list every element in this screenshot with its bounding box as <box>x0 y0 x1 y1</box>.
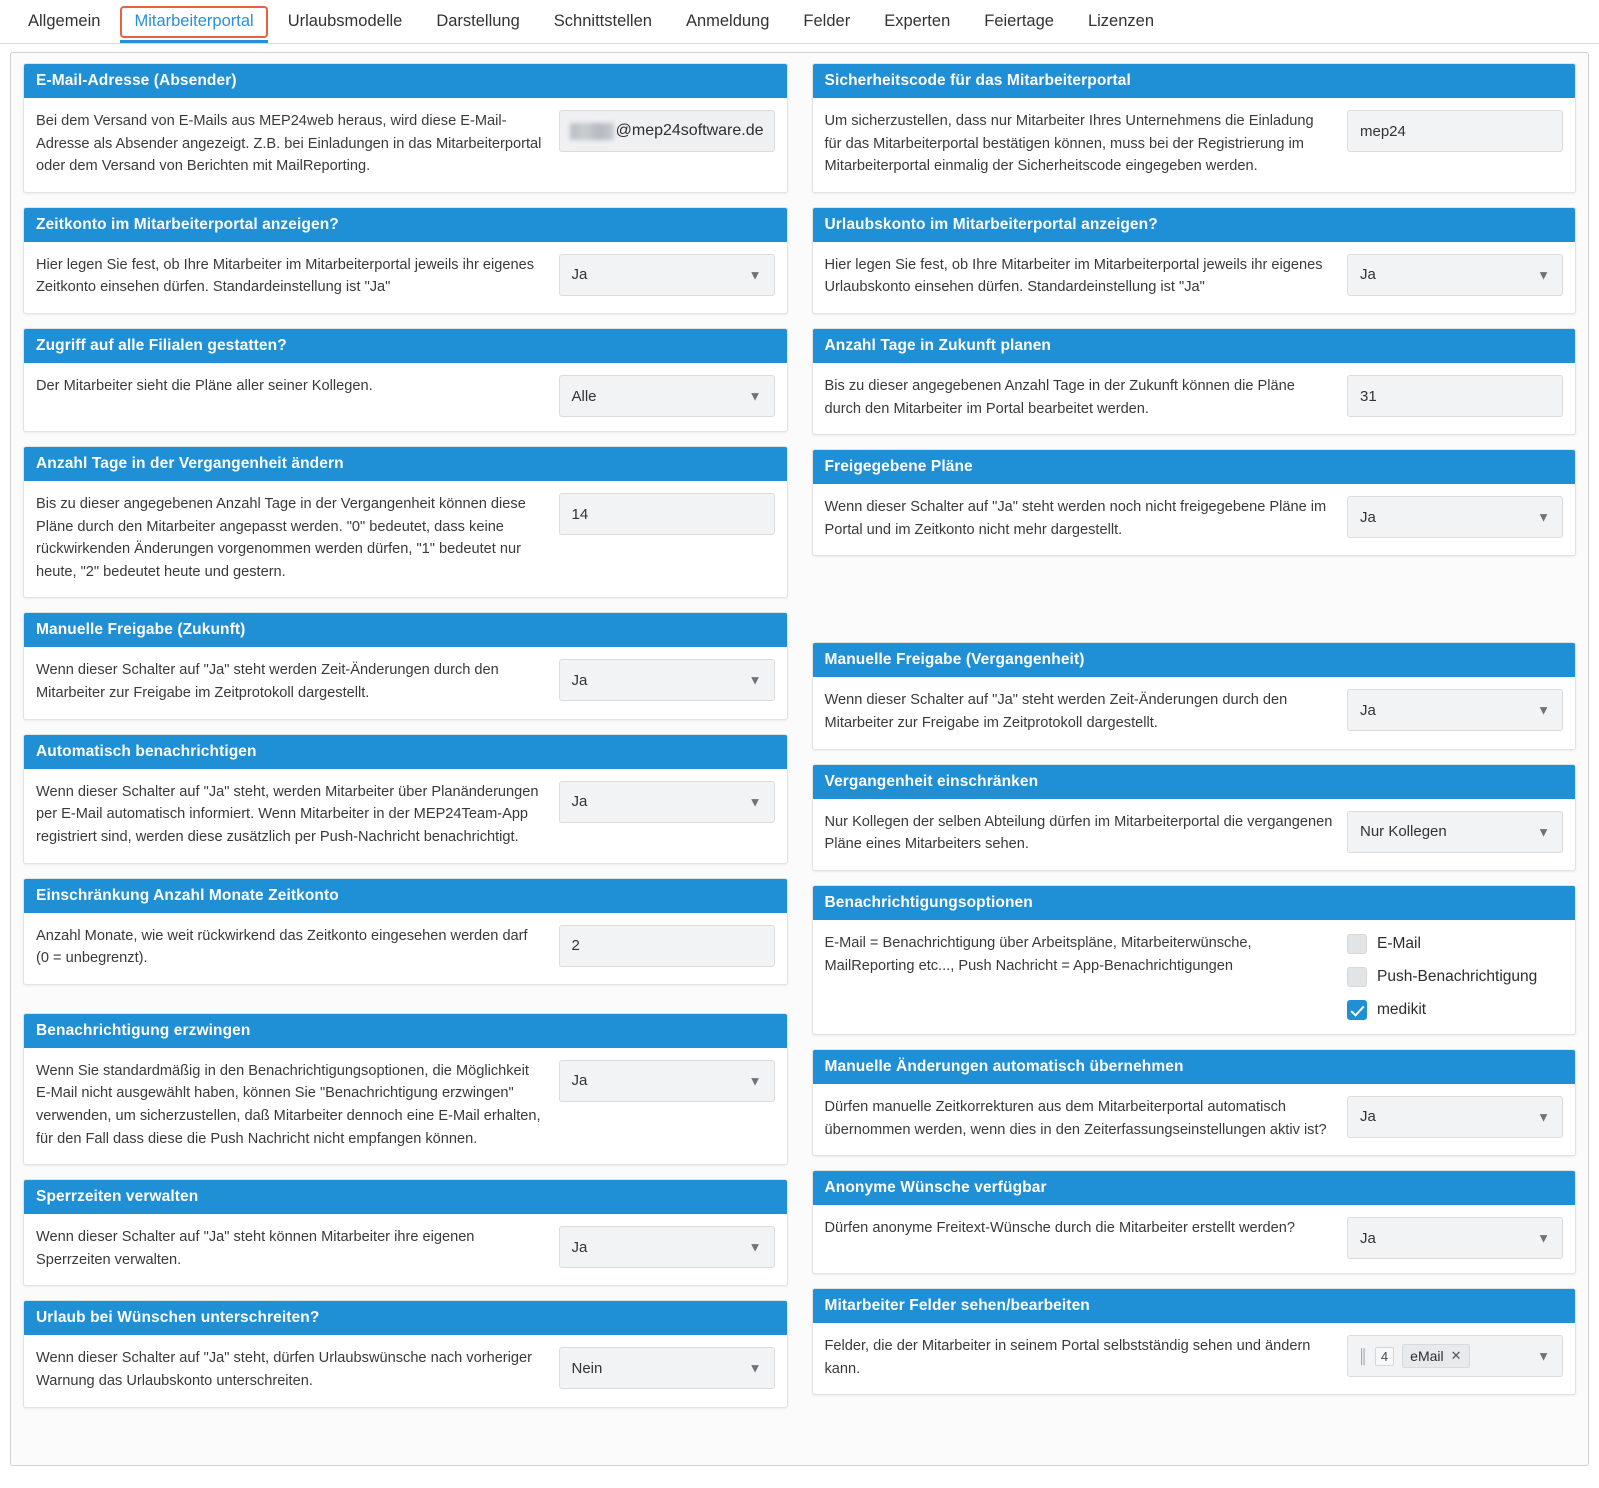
settings-tabbar <box>0 0 1599 44</box>
tab-urlaubsmodelle[interactable]: Urlaubsmodelle <box>287 12 403 30</box>
checkbox-option-medikit[interactable] <box>1347 1000 1563 1020</box>
card-description: Wenn dieser Schalter auf "Ja" steht können Mitarbeiter ihre eigenen Sperrzeiten verwalten. <box>36 1229 475 1268</box>
card-vergangenheit-einschraenken <box>812 764 1577 871</box>
select-value: Nein <box>571 1359 603 1377</box>
tab-darstellung[interactable]: Darstellung <box>436 12 520 30</box>
card-title: Sperrzeiten verwalten <box>24 1180 787 1214</box>
card-title: Freigegebene Pläne <box>813 450 1576 484</box>
tab-lizenzen[interactable]: Lizenzen <box>1087 12 1155 30</box>
card-description: Der Mitarbeiter sieht die Pläne aller seiner Kollegen. <box>36 378 373 395</box>
card-description: Anzahl Monate, wie weit rückwirkend das Zeitkonto eingesehen werden darf (0 = unbegrenzt). <box>36 927 528 967</box>
card-description: Bis zu dieser angegebenen Anzahl Tage in der Vergangenheit können diese Pläne durch den Mitarbeiter angepasst werden. "0" bedeutet, dass keine rückwirkenden Änderungen vorgenommen werden dürfen, "1" bedeutet nur heute, "2" bedeutet heute und gestern. <box>36 496 526 580</box>
card-title: Benachrichtigungsoptionen <box>813 886 1576 920</box>
chevron-down-icon: ▼ <box>748 267 762 283</box>
card-title: Manuelle Freigabe (Vergangenheit) <box>813 643 1576 677</box>
card-title: Manuelle Freigabe (Zukunft) <box>24 613 787 647</box>
card-title: E-Mail-Adresse (Absender) <box>24 64 787 98</box>
card-title: Automatisch benachrichtigen <box>24 735 787 769</box>
checkbox-icon[interactable] <box>1347 967 1367 987</box>
drag-handle-icon[interactable]: ║ <box>1358 1348 1367 1365</box>
freigegebene-plaene-select[interactable] <box>1347 496 1563 538</box>
card-mitarbeiter-felder <box>812 1288 1577 1395</box>
sicherheitscode-input[interactable] <box>1347 110 1563 152</box>
card-description: Wenn Sie standardmäßig in den Benachrichtigungsoptionen, die Möglichkeit E-Mail nicht ausgewählt haben, können Sie "Benachrichtigung erzwingen" verwenden, um sicherzustellen, daß Mitarbeiter dennoch eine E-Mail erhalten, für den Fall dass diese die Push Nachricht nicht empfangen können. <box>36 1062 541 1147</box>
card-description: Wenn dieser Schalter auf "Ja" steht, werden Mitarbeiter über Planänderungen per E-Mail automatisch informiert. Wenn Mitarbeiter in der MEP24Team-App registriert sind, werden diese zusätzlich per Push-Nachricht benachrichtigt. <box>36 783 539 845</box>
card-anonyme-wuensche <box>812 1170 1577 1274</box>
field-index-badge: 4 <box>1375 1347 1394 1366</box>
chevron-down-icon: ▼ <box>1537 267 1550 283</box>
card-manuelle-freigabe-vergangenheit <box>812 642 1577 749</box>
card-title: Anzahl Tage in Zukunft planen <box>813 329 1576 363</box>
card-urlaubskonto-anzeigen <box>812 207 1577 314</box>
chevron-down-icon: ▼ <box>1537 824 1550 840</box>
urlaub-unterschreiten-select[interactable] <box>559 1347 775 1389</box>
card-benachrichtigungsoptionen <box>812 885 1577 1035</box>
card-title: Zeitkonto im Mitarbeiterportal anzeigen? <box>24 208 787 242</box>
tab-feiertage[interactable]: Feiertage <box>984 12 1054 30</box>
settings-column-right <box>812 63 1577 1409</box>
automatisch-benachrichtigen-select[interactable] <box>559 781 775 823</box>
input-value: mep24 <box>1360 122 1406 140</box>
email-domain: @mep24software.de <box>615 122 764 139</box>
select-value: Ja <box>1360 508 1376 526</box>
vergangenheit-einschraenken-select[interactable] <box>1347 811 1563 853</box>
card-title: Mitarbeiter Felder sehen/bearbeiten <box>813 1289 1576 1323</box>
card-sicherheitscode <box>812 63 1577 193</box>
zeitkonto-select[interactable] <box>559 254 775 296</box>
tag-label: eMail <box>1410 1348 1444 1365</box>
freigabe-vergangenheit-select[interactable] <box>1347 689 1563 731</box>
card-automatisch-benachrichtigen <box>23 734 788 864</box>
chevron-down-icon: ▼ <box>1537 1109 1550 1125</box>
checkbox-option-push[interactable] <box>1347 967 1563 987</box>
input-value: 14 <box>571 505 589 523</box>
select-value: Ja <box>1360 1108 1376 1126</box>
select-value: Ja <box>571 671 588 689</box>
tab-mitarbeiterportal[interactable]: Mitarbeiterportal <box>120 6 267 38</box>
card-title: Anzahl Tage in der Vergangenheit ändern <box>24 447 787 481</box>
chevron-down-icon: ▼ <box>748 1239 762 1255</box>
checkbox-label: Push-Benachrichtigung <box>1377 967 1538 985</box>
checkbox-checked-icon[interactable] <box>1347 1000 1367 1020</box>
input-value: 2 <box>571 937 580 955</box>
tab-allgemein[interactable]: Allgemein <box>28 12 101 30</box>
tab-felder[interactable]: Felder <box>803 12 851 30</box>
card-tage-vergangenheit-aendern <box>23 446 788 598</box>
card-manuelle-aenderungen-uebernehmen <box>812 1049 1577 1156</box>
chevron-down-icon: ▼ <box>748 388 762 404</box>
card-title: Einschränkung Anzahl Monate Zeitkonto <box>24 879 787 913</box>
chevron-down-icon: ▼ <box>748 1360 762 1376</box>
card-description: Um sicherzustellen, dass nur Mitarbeiter Ihres Unternehmens die Einladung für das Mitarbeiterportal bestätigen können, muss bei der Registrierung im Mitarbeiterportal einmalig der Sicherheitscode eingegeben werden. <box>824 113 1314 175</box>
card-description: Dürfen manuelle Zeitkorrekturen aus dem Mitarbeiterportal automatisch übernommen werden, wenn dies in den Zeiterfassungseinstellungen aktiv ist? <box>824 1098 1327 1138</box>
sperrzeiten-select[interactable] <box>559 1226 775 1268</box>
monate-zeitkonto-input[interactable] <box>559 925 775 967</box>
card-description: Dürfen anonyme Freitext-Wünsche durch die Mitarbeiter erstellt werden? <box>824 1220 1295 1237</box>
select-value: Alle <box>571 387 597 405</box>
redacted-text <box>570 123 614 140</box>
card-title: Vergangenheit einschränken <box>813 765 1576 799</box>
card-title: Anonyme Wünsche verfügbar <box>813 1171 1576 1205</box>
select-value: Ja <box>571 1072 588 1090</box>
tab-schnittstellen[interactable]: Schnittstellen <box>553 12 652 30</box>
filialen-select[interactable] <box>559 375 775 417</box>
anonyme-wuensche-select[interactable] <box>1347 1217 1563 1259</box>
card-zeitkonto-anzeigen <box>23 207 788 314</box>
select-value: Ja <box>1360 266 1376 284</box>
card-title: Urlaub bei Wünschen unterschreiten? <box>24 1301 787 1335</box>
card-urlaub-unterschreiten <box>23 1300 788 1407</box>
manuelle-aenderungen-select[interactable] <box>1347 1096 1563 1138</box>
freigabe-zukunft-select[interactable] <box>559 659 775 701</box>
layout-spacer <box>23 999 788 1013</box>
card-title: Sicherheitscode für das Mitarbeiterportal <box>813 64 1576 98</box>
select-value: Nur Kollegen <box>1360 823 1447 841</box>
checkbox-label: medikit <box>1377 1000 1427 1018</box>
card-email-sender <box>23 63 788 193</box>
card-description: Bei dem Versand von E-Mails aus MEP24web heraus, wird diese E-Mail-Adresse als Absender angezeigt. Z.B. bei Einladungen in das Mitarbeiterportal oder dem Versand von Berichten mit MailReporting. <box>36 113 542 175</box>
card-title: Zugriff auf alle Filialen gestatten? <box>24 329 787 363</box>
card-description: Bis zu dieser angegebenen Anzahl Tage in der Zukunft können die Pläne durch den Mitarbeiter im Portal bearbeitet werden. <box>824 378 1295 417</box>
input-value: 31 <box>1360 387 1377 405</box>
tag-item[interactable] <box>1402 1344 1469 1368</box>
select-value: Ja <box>1360 701 1376 719</box>
select-value: Ja <box>571 793 588 811</box>
select-value: Ja <box>571 1238 588 1256</box>
benachrichtigung-checkbox-group <box>1347 932 1563 1020</box>
card-description: Hier legen Sie fest, ob Ihre Mitarbeiter im Mitarbeiterportal jeweils ihr eigenes Urlaubskonto einsehen dürfen. Standardeinstellung ist "Ja" <box>824 256 1323 296</box>
select-value: Ja <box>571 266 588 284</box>
card-freigegebene-plaene <box>812 449 1577 556</box>
card-manuelle-freigabe-zukunft <box>23 612 788 719</box>
urlaubskonto-select[interactable] <box>1347 254 1563 296</box>
chevron-down-icon: ▼ <box>1537 509 1550 525</box>
card-benachrichtigung-erzwingen <box>23 1013 788 1165</box>
tab-anmeldung[interactable]: Anmeldung <box>685 12 770 30</box>
layout-spacer <box>812 570 1577 642</box>
card-description: Wenn dieser Schalter auf "Ja" steht werden noch nicht freigegebene Pläne im Portal und im Zeitkonto nicht mehr dargestellt. <box>824 499 1327 538</box>
chevron-down-icon[interactable]: ▼ <box>1537 1348 1550 1364</box>
checkbox-option-email[interactable] <box>1347 934 1563 954</box>
chevron-down-icon: ▼ <box>748 672 762 688</box>
settings-panel <box>10 52 1589 1466</box>
chevron-down-icon: ▼ <box>1537 1230 1550 1246</box>
card-description: Felder, die der Mitarbeiter in seinem Portal selbstständig sehen und ändern kann. <box>824 1338 1311 1377</box>
checkbox-icon[interactable] <box>1347 934 1367 954</box>
close-icon[interactable]: ✕ <box>1450 1348 1462 1364</box>
chevron-down-icon: ▼ <box>748 1073 762 1089</box>
card-tage-zukunft-planen <box>812 328 1577 435</box>
card-description: Hier legen Sie fest, ob Ihre Mitarbeiter im Mitarbeiterportal jeweils ihr eigenes Zeitkonto einsehen dürfen. Standardeinstellung ist "Ja" <box>36 256 535 296</box>
email-sender-input[interactable] <box>559 110 775 152</box>
card-description: E-Mail = Benachrichtigung über Arbeitspläne, Mitarbeiterwünsche, MailReporting etc..., Push Nachricht = App-Benachrichtigungen <box>824 934 1252 974</box>
mitarbeiter-felder-tagfield[interactable] <box>1347 1335 1563 1377</box>
card-title: Urlaubskonto im Mitarbeiterportal anzeigen? <box>813 208 1576 242</box>
tab-experten[interactable]: Experten <box>884 12 951 30</box>
card-title: Manuelle Änderungen automatisch übernehmen <box>813 1050 1576 1084</box>
card-einschraenkung-monate-zeitkonto <box>23 878 788 985</box>
tage-vergangenheit-input[interactable] <box>559 493 775 535</box>
card-zugriff-filialen <box>23 328 788 432</box>
tage-zukunft-input[interactable] <box>1347 375 1563 417</box>
card-sperrzeiten-verwalten <box>23 1179 788 1286</box>
chevron-down-icon: ▼ <box>1537 702 1550 718</box>
benachrichtigung-erzwingen-select[interactable] <box>559 1060 775 1102</box>
settings-column-left <box>23 63 788 1422</box>
select-value: Ja <box>1360 1229 1376 1247</box>
card-title: Benachrichtigung erzwingen <box>24 1014 787 1048</box>
chevron-down-icon: ▼ <box>748 794 762 810</box>
checkbox-label: E-Mail <box>1377 934 1421 952</box>
card-description: Wenn dieser Schalter auf "Ja" steht werden Zeit-Änderungen durch den Mitarbeiter zur Freigabe im Zeitprotokoll dargestellt. <box>824 692 1288 732</box>
card-description: Nur Kollegen der selben Abteilung dürfen im Mitarbeiterportal die vergangenen Pläne eines Mitarbeiters sehen. <box>824 813 1333 853</box>
card-description: Wenn dieser Schalter auf "Ja" steht, dürfen Urlaubswünsche nach vorheriger Warnung das Urlaubskonto unterschreiten. <box>36 1350 533 1390</box>
card-description: Wenn dieser Schalter auf "Ja" steht werden Zeit-Änderungen durch den Mitarbeiter zur Freigabe im Zeitprotokoll dargestellt. <box>36 662 499 702</box>
